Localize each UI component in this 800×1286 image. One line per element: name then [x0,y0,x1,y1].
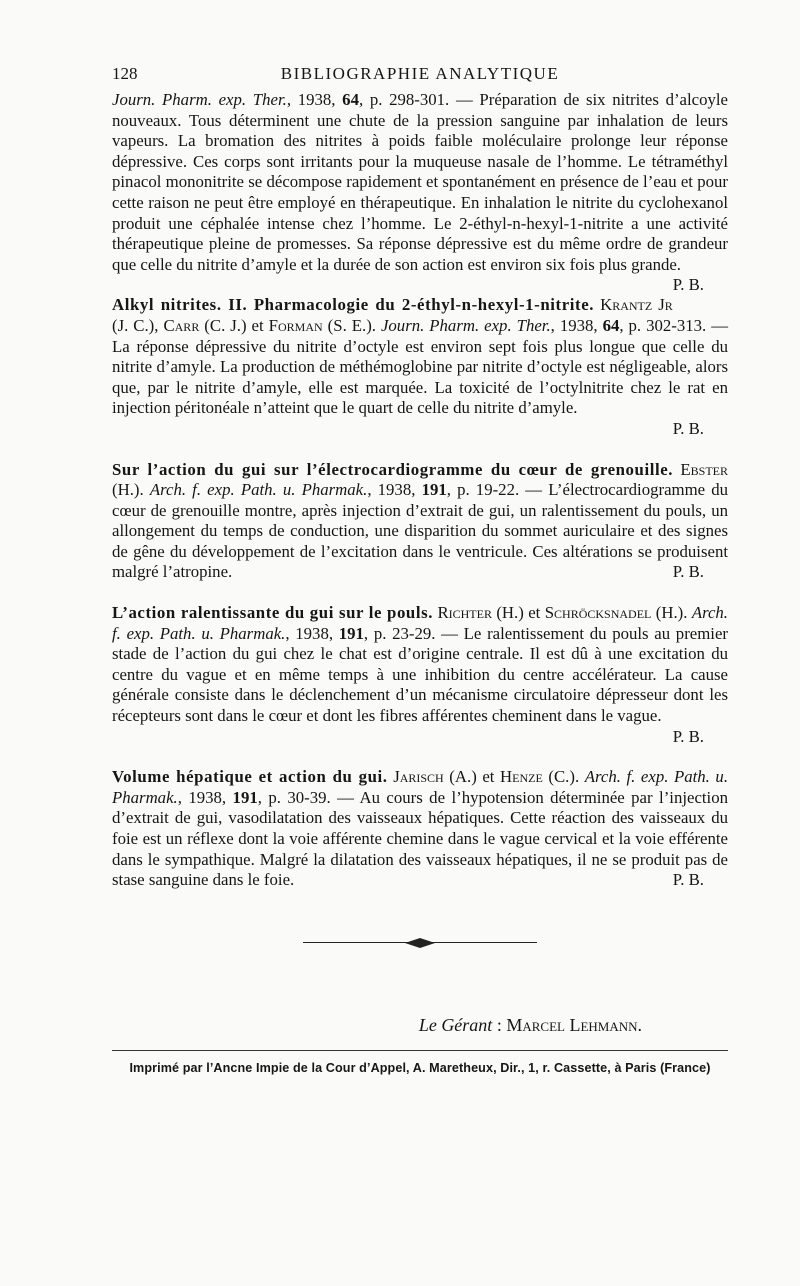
reviewer-signature: P. B. [672,726,704,746]
printer-imprint: Imprimé par l’Ancne Impie de la Cour d’Appel, A. Maretheux, Dir., 1, r. Cassette, à Paris (France) [129,1060,711,1075]
entry-text: , 1938, [550,315,603,335]
author-name: Jarisch [393,767,444,787]
entry-text: , 1938, [285,623,339,643]
volume-number: 191 [338,623,364,643]
entry-title: Volume hépatique et action du gui. [112,767,388,787]
reviewer-signature: P. B. [672,562,704,582]
entry-text: , 1938, [367,480,422,500]
entry-text: (S. E.). [322,315,381,335]
journal-name: Journ. Pharm. exp. Ther. [380,315,551,335]
bibliography-entry [112,460,728,584]
reviewer-signature: P. B. [672,275,704,295]
author-name: Carr [163,315,200,335]
reviewer-signature: P. B. [672,418,704,438]
journal-name: Arch. f. exp. Path. u. Pharmak. [149,480,368,500]
journal-name: Arch. f. exp. Path. u. Pharmak. [112,603,729,643]
author-name: Krantz Jr [600,295,673,315]
page-number: 128 [112,64,138,83]
ornamental-divider [303,937,537,949]
reviewer-signature: P. B. [672,870,704,890]
bibliography-entry [112,603,728,747]
entry-text: (J. C.), [112,315,164,335]
gerant-name: Marcel Lehmann. [506,1014,642,1035]
journal-name: Journ. Pharm. exp. Ther. [112,90,287,109]
entry-text: (A.) et [443,767,501,787]
volume-number: 191 [232,787,258,807]
journal-name: Arch. f. exp. Path. u. Pharmak. [112,767,729,807]
gerant-separator: : [492,1014,507,1035]
running-head [112,64,728,90]
entry-text: (C.). [542,767,585,787]
volume-number: 64 [602,315,620,335]
bibliography-entry [112,295,728,439]
volume-number: 64 [342,90,359,109]
page-title: BIBLIOGRAPHIE ANALYTIQUE [280,64,560,83]
entry-text: (H.). [112,480,150,500]
entry-title: L’action ralentissante du gui sur le pouls. [112,603,434,623]
footer-rule [112,1050,728,1051]
diamond-ornament-icon [405,938,435,948]
author-name: Henze [500,767,543,787]
gerant-label: Le Gérant [418,1014,493,1035]
entry-text: , p. 23-29. — Le ralentissement du pouls au premier stade de l’action du gui chez le chat est d’origine centrale. Il est dû à une excitation du centre du vague et en même temps à une inhibition du centre accélérateur. La cause générale consiste dans le déclenchement d’un mécanisme circulatoire dépresseur dont les récepteurs sont dans le cœur et dont les fibres afférentes cheminent dans le vague. [112,623,728,726]
entry-text: , 1938, [286,90,343,109]
entry-text: , p. 19-22. — L’électrocardiogramme du cœur de grenouille montre, après injection d’extrait de gui, un ralentissement du pouls, un allongement du temps de conduction, une disparition du sommet auriculaire et des signes de gêne du développement de l’excitation dans le ventricule. Ces altérations se produisent malgré l’atropine. [112,480,729,582]
author-name: Ebster [680,459,728,479]
entry-text: (C. J.) et [199,315,269,335]
entry-text: , 1938, [177,787,233,807]
author-name: Schröcksnadel [544,603,652,623]
bibliography-entry [112,90,728,295]
gerant-line [112,1015,728,1036]
entry-text: , p. 30-39. — Au cours de l’hypotension déterminée par l’injection d’extrait de gui, vasodilatation des vaisseaux hépatiques. Cette réaction des vaisseaux du foie est un réflexe dont la voie afférente chemine dans le vague cervical et la voie efférente dans le sympathique. Malgré la dilatation des vaisseaux hépatiques, il ne se produit pas de stase sanguine dans le foie. [112,787,728,890]
entry-title: Alkyl nitrites. II. Pharmacologie du 2-éthyl-n-hexyl-1-nitrite. [112,295,595,315]
author-name: Forman [268,315,323,335]
entry-text: (H.) et [491,603,545,623]
bibliography-entries [112,90,728,891]
entry-text: (H.). [651,603,692,623]
journal-page [112,64,728,1075]
entry-text: , p. 298-301. — Préparation de six nitrites d’alcoyle nouveaux. Tous déterminent une chute de la pression sanguine par inhalation de leurs vapeurs. La bromation des nitrites à poids faible moléculaire prolonge leur réponse dépressive. Ces corps sont irritants pour la muqueuse nasale de l’homme. Le tétraméthyl pinacol mononitrite se décompose rapidement et spontanément en présence de l’eau et pour cette raison ne peut être employé en thérapeutique. En inhalation le nitrite du cyclohexanol produit une céphalée intense chez l’homme. Le 2-éthyl-n-hexyl-1-nitrite a une activité thérapeutique pleine de promesses. Sa réponse dépressive est du même ordre de grandeur que celle du nitrite d’amyle et la durée de son action est environ six fois plus grande. [112,90,728,274]
volume-number: 191 [421,480,447,500]
entry-title: Sur l’action du gui sur l’électrocardiogramme du cœur de grenouille. [112,459,674,479]
entry-text: , p. 302-313. — La réponse dépressive du nitrite d’octyle est environ sept fois plus longue que celle du nitrite d’amyle. La production de méthémoglobine par nitrite d’octyle est négligeable, alors que, par le nitrite d’amyle, elle est marquée. La toxicité de l’octylnitrite chez le rat en injection péritonéale n’atteint que le quart de celle du nitrite d’amyle. [112,315,728,418]
author-name: Richter [437,603,492,623]
bibliography-entry [112,767,728,891]
